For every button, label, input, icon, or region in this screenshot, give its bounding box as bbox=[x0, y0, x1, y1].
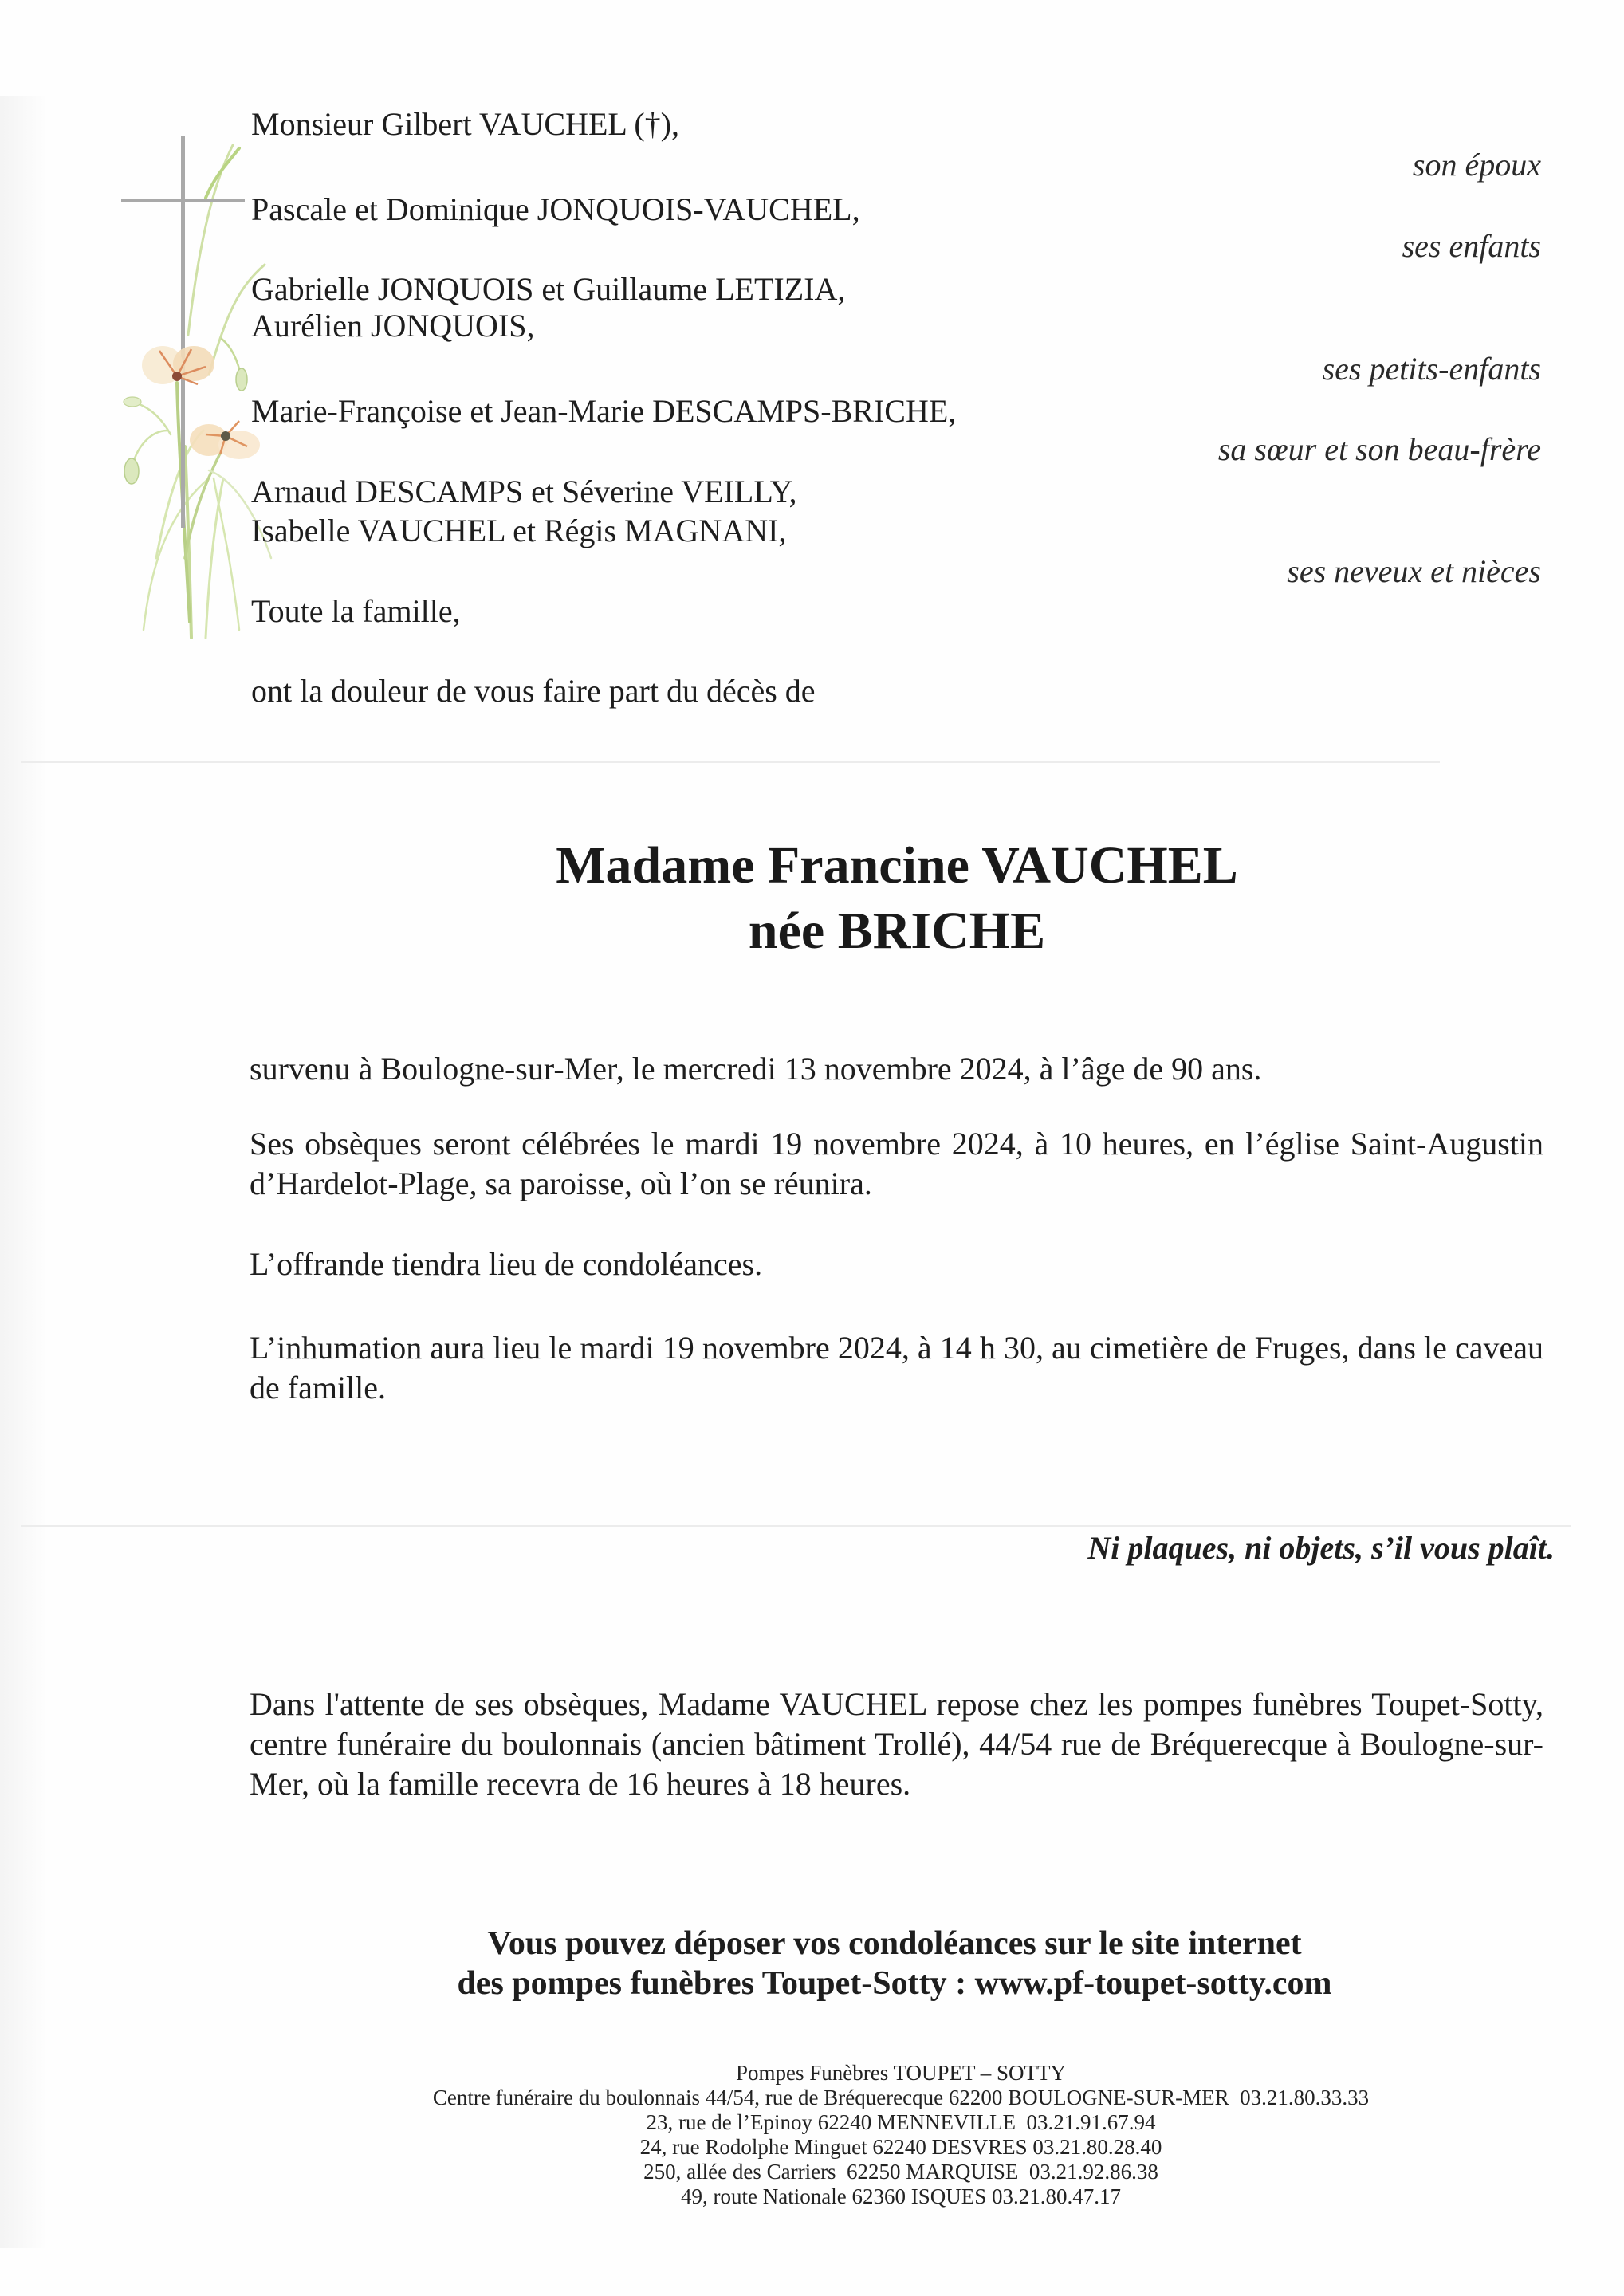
relation-label: ses enfants bbox=[1402, 228, 1541, 264]
grass-icon bbox=[132, 145, 271, 638]
death-details bbox=[250, 1049, 1543, 1089]
cross-icon bbox=[121, 136, 245, 528]
relation-label: son époux bbox=[1412, 147, 1541, 183]
funeral-home-address: Centre funéraire du boulonnais 44/54, rue de Bréquerecque 62200 BOULOGNE-SUR-MER 03.21.80.33.33 bbox=[432, 2086, 1370, 2109]
family-member-line: Isabelle VAUCHEL et Régis MAGNANI, bbox=[251, 513, 787, 548]
condolences-link-line[interactable]: des pompes funèbres Toupet-Sotty : www.pf-toupet-sotty.com bbox=[457, 1965, 1332, 2002]
no-flowers-notice: Ni plaques, ni objets, s’il vous plaît. bbox=[1087, 1530, 1555, 1566]
visitation-text: Dans l'attente de ses obsèques, Madame VAUCHEL repose chez les pompes funèbres Toupet-Sotty, centre funéraire du boulonnais (ancien bâtiment Trollé), 44/54 rue de Bréquerecque à Boulogne-sur-Mer, où la famille recevra de 16 heures à 18 heures. bbox=[250, 1686, 1543, 1802]
condolences-line: Vous pouvez déposer vos condoléances sur le site internet bbox=[487, 1925, 1302, 1962]
funeral-home-address: 24, rue Rodolphe Minguet 62240 DESVRES 03.21.80.28.40 bbox=[639, 2135, 1162, 2159]
family-member-line: Pascale et Dominique JONQUOIS-VAUCHEL, bbox=[251, 191, 860, 227]
funeral-home-name: Pompes Funèbres TOUPET – SOTTY bbox=[735, 2061, 1067, 2085]
funeral-home-address: 23, rue de l’Epinoy 62240 MENNEVILLE 03.21.91.67.94 bbox=[646, 2110, 1156, 2134]
funeral-home-address: 49, route Nationale 62360 ISQUES 03.21.80.47.17 bbox=[681, 2184, 1121, 2208]
offering-text: L’offrande tiendra lieu de condoléances. bbox=[250, 1246, 763, 1282]
relation-label: ses neveux et nièces bbox=[1287, 553, 1541, 589]
family-member-line: Aurélien JONQUOIS, bbox=[251, 308, 535, 344]
deceased-birth-name: née BRICHE bbox=[748, 902, 1046, 960]
family-member-line: Monsieur Gilbert VAUCHEL (†), bbox=[251, 106, 679, 142]
poppy-flower-icon bbox=[190, 421, 260, 459]
family-member-line: Toute la famille, bbox=[251, 593, 461, 629]
condolences-block bbox=[0, 1924, 1624, 2003]
announcement-intro: ont la douleur de vous faire part du décès de bbox=[251, 673, 816, 709]
family-member-line: Marie-Françoise et Jean-Marie DESCAMPS-BRICHE, bbox=[251, 393, 957, 429]
funeral-home-footer bbox=[0, 2061, 1624, 2209]
scan-line-divider bbox=[21, 1525, 1571, 1527]
funeral-home-address: 250, allée des Carriers 62250 MARQUISE 03.21.92.86.38 bbox=[643, 2160, 1158, 2184]
poppy-flower-icon bbox=[142, 346, 214, 384]
family-member-line: Arnaud DESCAMPS et Séverine VEILLY, bbox=[251, 474, 797, 509]
relation-label: sa sœur et son beau-frère bbox=[1217, 431, 1541, 467]
funeral-details bbox=[250, 1124, 1543, 1204]
scan-line-divider bbox=[21, 761, 1440, 763]
death-text: survenu à Boulogne-sur-Mer, le mercredi 13 novembre 2024, à l’âge de 90 ans. bbox=[250, 1051, 1262, 1087]
family-member-line: Gabrielle JONQUOIS et Guillaume LETIZIA, bbox=[251, 271, 846, 307]
relation-label: ses petits-enfants bbox=[1322, 351, 1541, 387]
burial-details bbox=[250, 1328, 1543, 1408]
funeral-text: Ses obsèques seront célébrées le mardi 19 novembre 2024, à 10 heures, en l’église Saint-Augustin d’Hardelot-Plage, sa paroisse, où l’on se réunira. bbox=[250, 1126, 1543, 1201]
burial-text: L’inhumation aura lieu le mardi 19 novembre 2024, à 14 h 30, au cimetière de Fruges, dans le caveau de famille. bbox=[250, 1330, 1543, 1406]
offering-details bbox=[250, 1244, 1543, 1284]
deceased-name: Madame Francine VAUCHEL bbox=[556, 836, 1238, 894]
visitation-details bbox=[250, 1685, 1543, 1804]
